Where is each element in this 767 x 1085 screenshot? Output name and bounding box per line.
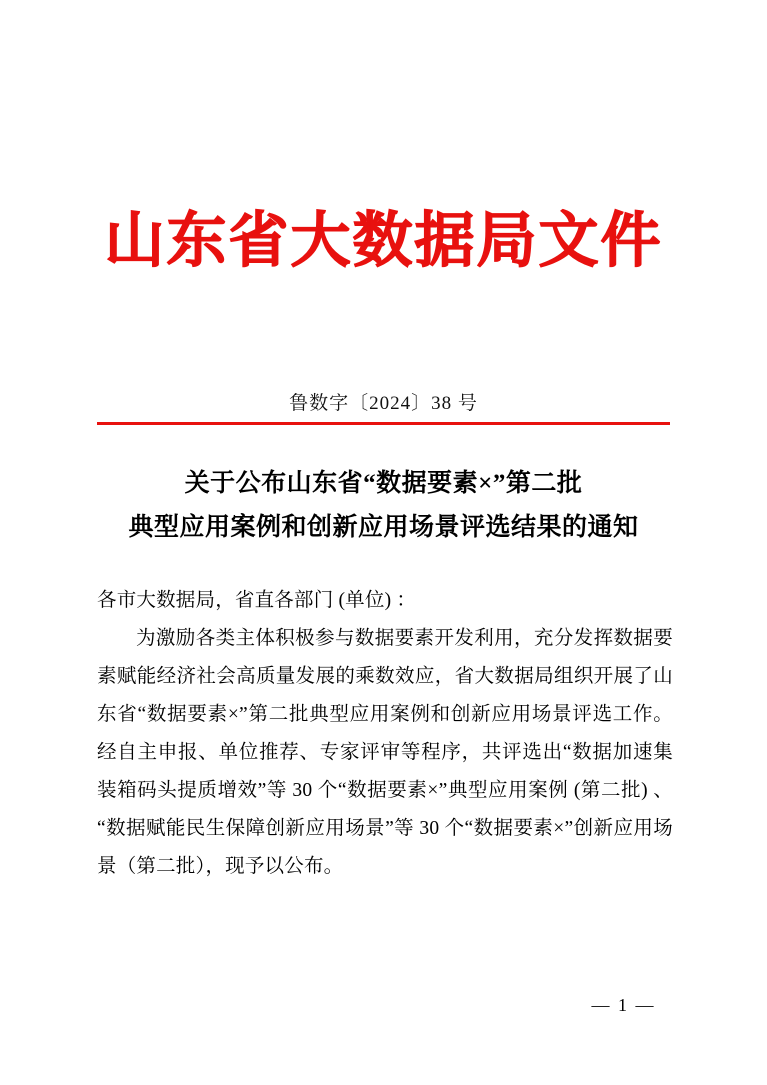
document-body [97,582,673,886]
page-title-line-2: 典型应用案例和创新应用场景评选结果的通知 [128,514,639,541]
body-paragraph-1: 为激励各类主体积极参与数据要素开发利用，充分发挥数据要素赋能经济社会高质量发展的乘数效应，省大数据局组织开展了山东省“数据要素×”第二批典型应用案例和创新应用场景评选工作。经自主申报、单位推荐、专家评审等程序，共评选出“数据加速集装箱码头提质增效”等 30 个“数据要素×”典型应用案例 (第二批) 、 “数据赋能民生保障创新应用场景”等 30 个“数据要素×”创新应用场景（第二批），现予以公布。 [97,628,673,877]
red-divider-line [97,422,670,425]
masthead [0,208,767,274]
salutation: 各市大数据局，省直各部门 (单位) ： [97,590,417,611]
page-title-line-1: 关于公布山东省“数据要素×”第二批 [184,470,583,497]
document-number: 鲁数字〔2024〕38 号 [289,393,478,414]
page-number: — 1 — [591,995,656,1015]
page-footer [0,995,767,1016]
issuing-authority-title: 山东省大数据局文件 [104,208,663,274]
page-title [97,462,670,550]
